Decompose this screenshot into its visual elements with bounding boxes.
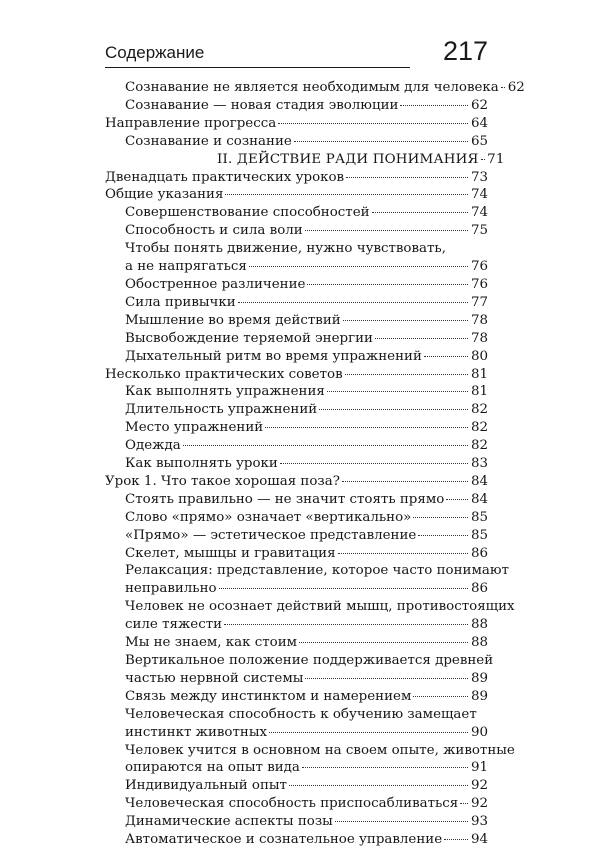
dot-leader bbox=[481, 159, 485, 160]
toc-entry-page: 77 bbox=[470, 294, 488, 310]
toc-entry bbox=[105, 240, 488, 276]
toc-entry bbox=[105, 706, 488, 742]
toc-entry-page: 91 bbox=[470, 760, 488, 776]
toc-entry-page: 74 bbox=[470, 187, 488, 203]
table-of-contents bbox=[105, 79, 525, 849]
dot-leader bbox=[460, 803, 468, 804]
toc-entry-title: Сознавание не является необходимым для человека bbox=[125, 80, 499, 95]
toc-entry-page: 73 bbox=[470, 169, 488, 185]
toc-entry-title: Связь между инстинктом и намерением bbox=[125, 688, 412, 704]
dot-leader bbox=[183, 445, 468, 446]
dot-leader bbox=[346, 177, 468, 178]
toc-entry-title: Двенадцать практических уроков bbox=[105, 169, 345, 185]
toc-entry-title: неправильно bbox=[125, 581, 217, 597]
toc-entry bbox=[105, 491, 488, 509]
toc-entry bbox=[105, 276, 488, 294]
toc-entry bbox=[105, 97, 488, 115]
toc-entry-page: 71 bbox=[487, 151, 505, 167]
toc-entry bbox=[105, 186, 488, 204]
toc-entry-title: Как выполнять уроки bbox=[125, 456, 278, 472]
dot-leader bbox=[375, 338, 468, 339]
toc-entry-page: 82 bbox=[470, 402, 488, 418]
toc-entry bbox=[105, 598, 515, 634]
toc-entry bbox=[105, 312, 488, 330]
toc-entry bbox=[105, 79, 525, 97]
toc-entry-title: Общие указания bbox=[105, 187, 224, 203]
toc-entry-page: 89 bbox=[470, 670, 488, 686]
toc-entry-page: 86 bbox=[470, 581, 488, 597]
toc-entry-page: 81 bbox=[470, 366, 488, 382]
toc-entry-title: Место упражнений bbox=[125, 420, 264, 436]
toc-entry-title: Высвобождение теряемой энергии bbox=[125, 330, 373, 346]
toc-entry bbox=[105, 169, 488, 187]
toc-entry-page: 92 bbox=[470, 778, 488, 794]
toc-entry-title-line: Человек не осознает действий мышц, противостоящих bbox=[125, 599, 515, 615]
toc-entry bbox=[105, 401, 488, 419]
section-title: Содержание bbox=[105, 43, 205, 62]
toc-chapter-heading bbox=[105, 151, 505, 169]
toc-entry-title: Стоять правильно — не значит стоять прямо bbox=[125, 491, 445, 507]
toc-entry-page: 92 bbox=[470, 796, 488, 812]
toc-entry-page: 84 bbox=[470, 473, 488, 489]
toc-entry-title: «Прямо» — эстетическое представление bbox=[125, 527, 417, 543]
dot-leader bbox=[224, 624, 468, 625]
dot-leader bbox=[225, 194, 468, 195]
toc-entry-title: Мы не знаем, как стоим bbox=[125, 635, 298, 651]
toc-entry-page: 83 bbox=[470, 456, 488, 472]
toc-entry-title: инстинкт животных bbox=[125, 724, 268, 740]
toc-entry-title: а не напрягаться bbox=[125, 259, 247, 275]
toc-entry bbox=[105, 527, 488, 545]
toc-entry-title: Индивидуальный опыт bbox=[125, 778, 287, 794]
toc-entry-page: 84 bbox=[470, 491, 488, 507]
toc-entry-page: 75 bbox=[470, 223, 488, 239]
toc-entry-page: 65 bbox=[470, 133, 488, 149]
toc-entry-title: Как выполнять упражнения bbox=[125, 384, 325, 400]
toc-entry-title: Динамические аспекты позы bbox=[125, 814, 333, 830]
toc-entry-title: Урок 1. Что такое хорошая поза? bbox=[105, 473, 340, 489]
toc-entry bbox=[105, 652, 494, 688]
dot-leader bbox=[319, 409, 468, 410]
toc-entry-page: 89 bbox=[470, 688, 488, 704]
header-rule bbox=[105, 67, 410, 68]
dot-leader bbox=[418, 535, 468, 536]
toc-entry-title: Дыхательный ритм во время упражнений bbox=[125, 348, 422, 364]
toc-entry bbox=[105, 777, 488, 795]
dot-leader bbox=[342, 481, 468, 482]
toc-entry-page: 86 bbox=[470, 545, 488, 561]
toc-entry-page: 88 bbox=[470, 617, 488, 633]
toc-entry-title-line: Чтобы понять движение, нужно чувствовать, bbox=[125, 241, 446, 257]
toc-entry bbox=[105, 383, 488, 401]
toc-entry bbox=[105, 115, 488, 133]
toc-entry bbox=[105, 562, 509, 598]
dot-leader bbox=[299, 642, 468, 643]
toc-entry-page: 64 bbox=[470, 115, 488, 131]
toc-entry-title: Слово «прямо» означает «вертикально» bbox=[125, 509, 412, 525]
dot-leader bbox=[335, 821, 468, 822]
toc-entry-title: Скелет, мышцы и гравитация bbox=[125, 545, 336, 561]
toc-entry-title: Сила привычки bbox=[125, 294, 236, 310]
dot-leader bbox=[249, 266, 468, 267]
toc-entry-page: 62 bbox=[470, 97, 488, 113]
toc-entry-title: силе тяжести bbox=[125, 617, 223, 633]
toc-entry bbox=[105, 330, 488, 348]
dot-leader bbox=[289, 785, 468, 786]
toc-entry-title: Автоматическое и сознательное управление bbox=[125, 832, 443, 848]
dot-leader bbox=[400, 105, 468, 106]
toc-entry-title: Обостренное различение bbox=[125, 276, 306, 292]
dot-leader bbox=[265, 427, 468, 428]
toc-entry-title-line: Релаксация: представление, которое часто понимают bbox=[125, 563, 509, 579]
toc-entry-title: Направление прогресса bbox=[105, 115, 277, 131]
toc-entry-page: 62 bbox=[507, 80, 525, 95]
toc-entry-title: II. ДЕЙСТВИЕ РАДИ ПОНИМАНИЯ bbox=[217, 151, 479, 167]
toc-entry bbox=[105, 473, 488, 491]
toc-entry-title: Совершенствование способностей bbox=[125, 205, 370, 221]
toc-entry-page: 94 bbox=[470, 832, 488, 848]
toc-entry bbox=[105, 688, 488, 706]
dot-leader bbox=[302, 767, 468, 768]
toc-entry-title-line: Человек учится в основном на своем опыте, животные bbox=[125, 742, 515, 758]
dot-leader bbox=[501, 87, 505, 88]
toc-entry-page: 88 bbox=[470, 635, 488, 651]
toc-entry bbox=[105, 419, 488, 437]
toc-entry bbox=[105, 509, 488, 527]
toc-entry-title: Мышление во время действий bbox=[125, 312, 341, 328]
dot-leader bbox=[338, 553, 468, 554]
dot-leader bbox=[372, 212, 468, 213]
toc-entry-title: Несколько практических советов bbox=[105, 366, 343, 382]
dot-leader bbox=[269, 732, 468, 733]
dot-leader bbox=[280, 463, 468, 464]
toc-entry-page: 93 bbox=[470, 814, 488, 830]
toc-entry-title: Одежда bbox=[125, 438, 181, 454]
toc-entry bbox=[105, 294, 488, 312]
toc-entry-page: 85 bbox=[470, 527, 488, 543]
toc-entry-page: 85 bbox=[470, 509, 488, 525]
toc-entry-title: Способность и сила воли bbox=[125, 223, 303, 239]
toc-entry-title-line: Человеческая способность к обучению замещает bbox=[125, 706, 477, 722]
toc-entry bbox=[105, 742, 515, 778]
toc-entry bbox=[105, 348, 488, 366]
toc-entry-page: 78 bbox=[470, 330, 488, 346]
toc-entry bbox=[105, 204, 488, 222]
toc-entry-page: 82 bbox=[470, 438, 488, 454]
dot-leader bbox=[343, 320, 468, 321]
dot-leader bbox=[345, 374, 468, 375]
dot-leader bbox=[413, 696, 468, 697]
toc-entry bbox=[105, 634, 488, 652]
toc-entry-title: Длительность упражнений bbox=[125, 402, 318, 418]
toc-entry-title: опираются на опыт вида bbox=[125, 760, 300, 776]
toc-entry-page: 76 bbox=[470, 259, 488, 275]
toc-entry bbox=[105, 813, 488, 831]
toc-entry-page: 76 bbox=[470, 276, 488, 292]
toc-entry bbox=[105, 545, 488, 563]
toc-entry-page: 78 bbox=[470, 312, 488, 328]
toc-entry bbox=[105, 366, 488, 384]
toc-entry-title: Человеческая способность приспосабливаться bbox=[125, 796, 459, 812]
dot-leader bbox=[278, 123, 468, 124]
dot-leader bbox=[238, 302, 468, 303]
toc-entry bbox=[105, 437, 488, 455]
toc-entry-page: 82 bbox=[470, 420, 488, 436]
dot-leader bbox=[446, 499, 468, 500]
toc-entry-title: Сознавание и сознание bbox=[125, 133, 292, 149]
toc-entry bbox=[105, 222, 488, 240]
toc-entry bbox=[105, 455, 488, 473]
dot-leader bbox=[219, 588, 468, 589]
dot-leader bbox=[327, 391, 468, 392]
toc-entry-page: 81 bbox=[470, 384, 488, 400]
dot-leader bbox=[413, 517, 468, 518]
toc-entry bbox=[105, 133, 488, 151]
dot-leader bbox=[424, 356, 468, 357]
toc-entry-title: частью нервной системы bbox=[125, 670, 304, 686]
toc-entry-title-line: Вертикальное положение поддерживается древней bbox=[125, 653, 494, 668]
page-number: 217 bbox=[442, 36, 488, 66]
toc-entry-page: 90 bbox=[470, 724, 488, 740]
dot-leader bbox=[305, 678, 468, 679]
toc-entry-page: 80 bbox=[470, 348, 488, 364]
running-header bbox=[105, 30, 488, 68]
toc-entry bbox=[105, 795, 488, 813]
dot-leader bbox=[294, 141, 468, 142]
dot-leader bbox=[444, 839, 468, 840]
toc-entry-page: 74 bbox=[470, 205, 488, 221]
toc-entry-title: Сознавание — новая стадия эволюции bbox=[125, 97, 399, 113]
dot-leader bbox=[307, 284, 468, 285]
dot-leader bbox=[305, 230, 468, 231]
toc-entry bbox=[105, 831, 488, 849]
